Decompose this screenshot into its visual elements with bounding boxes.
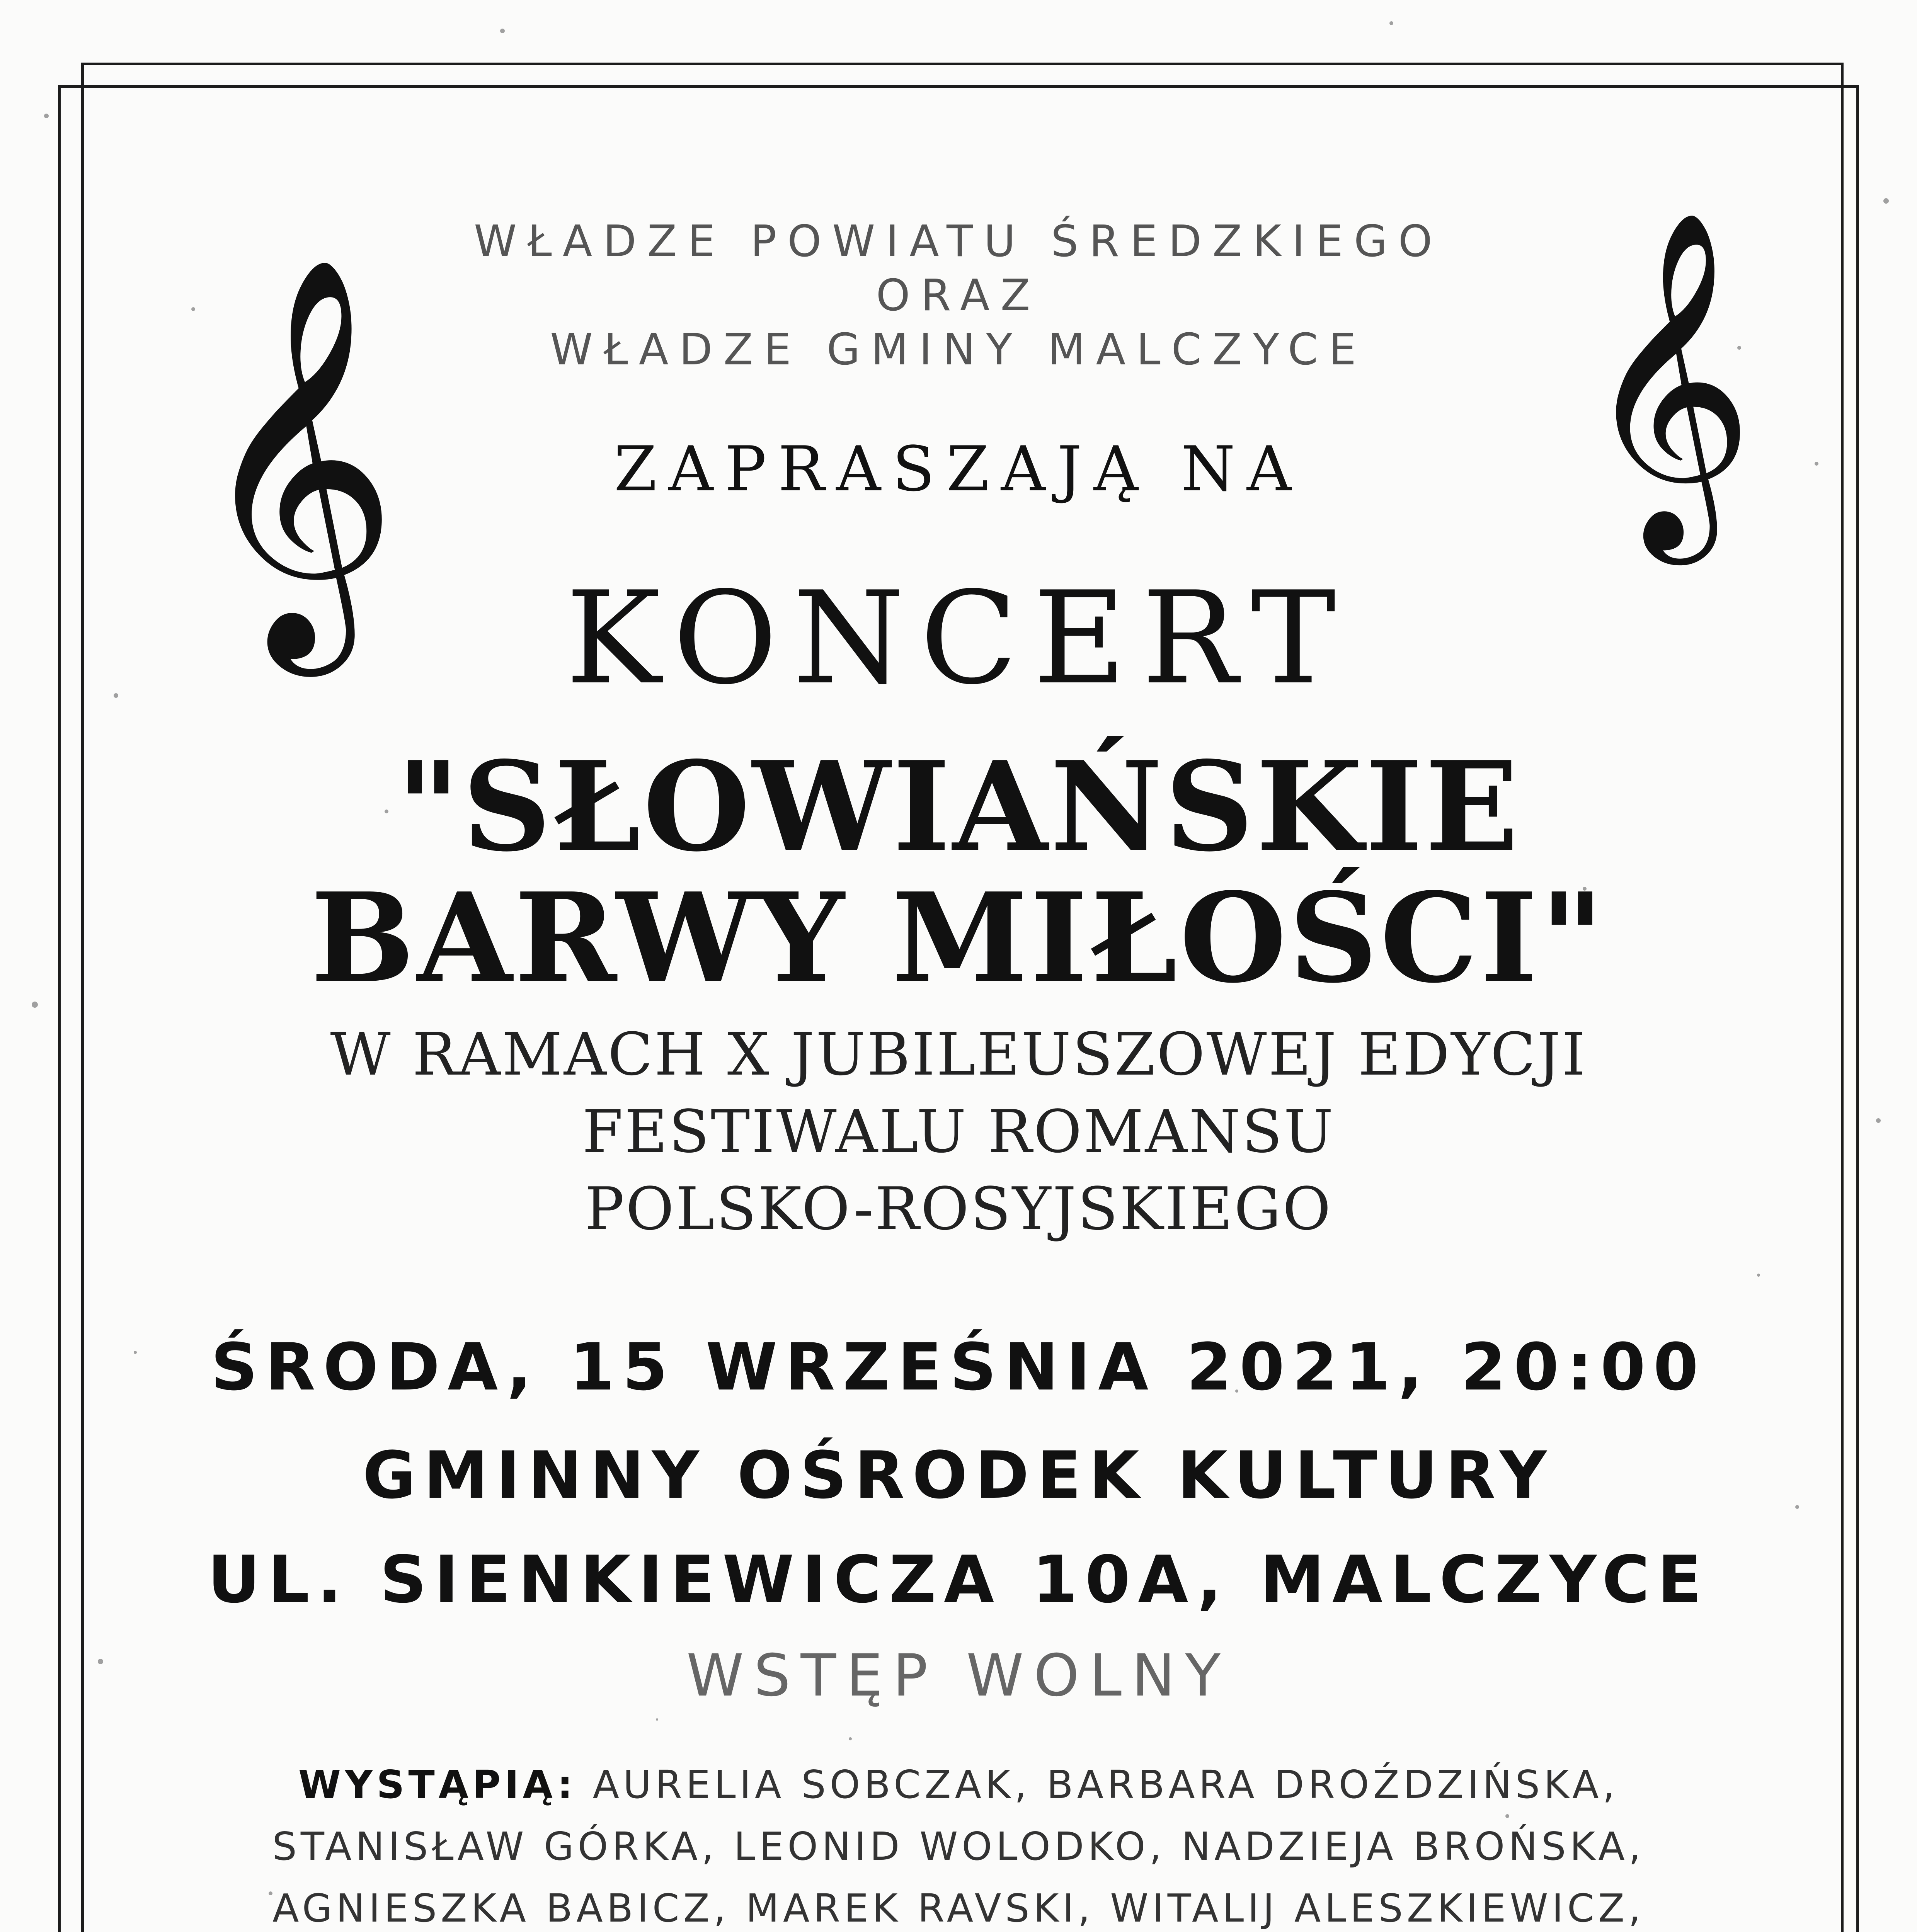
event-datetime: ŚRODA, 15 WRZEŚNIA 2021, 20:00: [211, 1329, 1706, 1405]
performers-line-2: STANISŁAW GÓRKA, LEONID WOLODKO, NADZIEJA BROŃSKA,: [272, 1824, 1645, 1869]
event-address: UL. SIENKIEWICZA 10A, MALCZYCE: [208, 1542, 1709, 1617]
performers-line-3: AGNIESZKA BABICZ, MAREK RAVSKI, WITALIJ ALESZKIEWICZ,: [272, 1886, 1645, 1931]
header-line-2: ORAZ: [876, 270, 1041, 321]
event-venue: GMINNY OŚRODEK KULTURY: [363, 1437, 1554, 1513]
performers-line-1: [0, 1762, 1917, 1807]
admission-text: WSTĘP WOLNY: [686, 1642, 1231, 1709]
header-line-3: WŁADZE GMINY MALCZYCE: [550, 325, 1367, 375]
subtitle-line-1: W RAMACH X JUBILEUSZOWEJ EDYCJI: [330, 1020, 1587, 1088]
subtitle-line-3: POLSKO-ROSYJSKIEGO: [584, 1175, 1333, 1243]
title-line-2: BARWY MIŁOŚCI": [310, 866, 1607, 1010]
performers-label: WYSTĄPIĄ:: [298, 1762, 577, 1807]
treble-clef-icon: 𝄞: [1581, 208, 1755, 549]
treble-clef-icon: 𝄞: [193, 253, 399, 658]
invite-text: ZAPRASZAJĄ NA: [614, 433, 1303, 505]
concert-heading: KONCERT: [565, 564, 1352, 713]
performers-names-1: AURELIA SOBCZAK, BARBARA DROŹDZIŃSKA,: [592, 1762, 1619, 1807]
subtitle-line-2: FESTIWALU ROMANSU: [582, 1097, 1335, 1166]
header-line-1: WŁADZE POWIATU ŚREDZKIEGO: [474, 216, 1443, 267]
title-line-1: "SŁOWIAŃSKIE: [396, 734, 1521, 879]
